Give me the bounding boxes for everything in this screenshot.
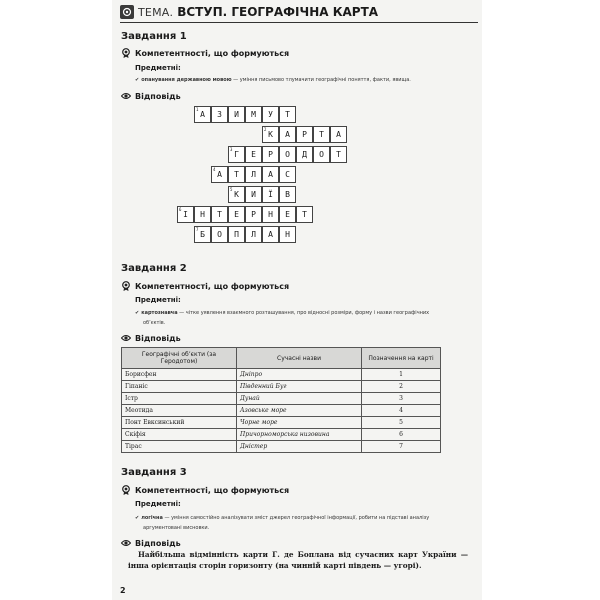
crossword-cell: Р (296, 126, 313, 143)
crossword-cell: Т (228, 166, 245, 183)
task3-title: Завдання 3 (121, 467, 187, 478)
cell-modern: Дніпро (237, 369, 362, 381)
crossword-cell: Т (296, 206, 313, 223)
crossword-clue-number: 7 (196, 227, 199, 232)
cell-mark: 5 (362, 417, 441, 429)
page-number: 2 (120, 586, 126, 595)
crossword-cell: Т (211, 206, 228, 223)
header-divider (120, 22, 478, 23)
eye-icon (121, 538, 131, 548)
textbook-page (112, 0, 482, 600)
crossword-cell: К 2 (262, 126, 279, 143)
crossword-cell: Б 7 (194, 226, 211, 243)
geo-objects-table (121, 347, 441, 453)
crossword-cell: А 4 (211, 166, 228, 183)
competence-heading: Компетентності, що формуються (135, 485, 290, 495)
crossword-cell: В (279, 186, 296, 203)
crossword-cell: Ї (262, 186, 279, 203)
cell-modern: Дунай (237, 393, 362, 405)
competence-bullet: ✔ картознавча — чітке уявлення взаємного розташування, про відносні розміри, форму і назви географічних (135, 310, 430, 316)
table-row (122, 393, 441, 405)
topic-prefix: ТЕМА. (138, 5, 174, 19)
crossword-cell: А (262, 226, 279, 243)
cell-mark: 7 (362, 441, 441, 453)
crossword-cell: Д (296, 146, 313, 163)
cell-modern: Причорноморська низовина (237, 429, 362, 441)
competence-bullet-cont: аргументовані висновки. (143, 525, 210, 531)
col-ancient-header: Географічні об’єкти (за Геродотом) (122, 348, 237, 369)
competence-heading: Компетентності, що формуються (135, 281, 290, 291)
crossword-cell: С (279, 166, 296, 183)
task1-title: Завдання 1 (121, 31, 187, 42)
cell-mark: 1 (362, 369, 441, 381)
check-icon: ✔ (135, 310, 140, 316)
crossword-cell: У (262, 106, 279, 123)
table-row (122, 429, 441, 441)
table-row (122, 381, 441, 393)
cell-modern: Південний Буг (237, 381, 362, 393)
crossword-cell: Н (279, 226, 296, 243)
cell-ancient: Тірас (122, 441, 237, 453)
crossword-cell: О (211, 226, 228, 243)
cell-ancient: Істр (122, 393, 237, 405)
crossword-cell: Л (245, 166, 262, 183)
cell-mark: 6 (362, 429, 441, 441)
medal-icon (121, 48, 131, 58)
crossword-cell: Н (194, 206, 211, 223)
task1-answer-label: Відповідь (121, 91, 181, 101)
crossword-cell: Л (245, 226, 262, 243)
crossword-cell: К 5 (228, 186, 245, 203)
crossword-cell: О (279, 146, 296, 163)
medal-icon (121, 485, 131, 495)
medal-icon (121, 281, 131, 291)
crossword-cell: И (245, 186, 262, 203)
crossword-clue-number: 2 (264, 127, 267, 132)
cell-modern: Дністер (237, 441, 362, 453)
crossword-cell: Т (330, 146, 347, 163)
crossword-cell: А (262, 166, 279, 183)
col-mark-header: Позначення на карті (362, 348, 441, 369)
cell-ancient: Понт Евксинський (122, 417, 237, 429)
competence-bullet: ✔ логічна — уміння самостійно аналізувати зміст джерел географічної інформації, робити на підставі аналізу (135, 515, 430, 521)
crossword-cell: Е (228, 206, 245, 223)
cell-ancient: Борисфен (122, 369, 237, 381)
crossword-cell: Е (245, 146, 262, 163)
cell-mark: 2 (362, 381, 441, 393)
cell-ancient: Меотида (122, 405, 237, 417)
competence-bullet-cont: об’єктів. (143, 320, 166, 326)
task2-answer-label: Відповідь (121, 333, 181, 343)
crossword-cell: Н (262, 206, 279, 223)
competence-bullet: ✔ опанування державною мовою — уміння письмово тлумачити географічні поняття, факти, явища. (135, 77, 411, 83)
eye-icon (121, 333, 131, 343)
task2-competence (121, 281, 289, 291)
cell-mark: 3 (362, 393, 441, 405)
col-modern-header: Сучасні назви (237, 348, 362, 369)
cell-mark: 4 (362, 405, 441, 417)
crossword-cell: О (313, 146, 330, 163)
crossword-cell: М (245, 106, 262, 123)
crossword-cell: Р (262, 146, 279, 163)
cell-ancient: Скіфія (122, 429, 237, 441)
cell-modern: Чорне море (237, 417, 362, 429)
crossword-cell: З (211, 106, 228, 123)
crossword-cell: А (279, 126, 296, 143)
subject-label: Предметні: (135, 500, 181, 508)
task3-answer-text: Найбільша відмінність карти Г. де Боплана від сучасних карт України — інша орієнтація сторін горизонту (на чинній карті південь — угорі). (128, 550, 468, 570)
crossword-cell: І 6 (177, 206, 194, 223)
competence-heading: Компетентності, що формуються (135, 48, 290, 58)
crossword-cell: А (330, 126, 347, 143)
check-icon: ✔ (135, 515, 140, 521)
page-header (120, 4, 378, 20)
crossword-cell: Р (245, 206, 262, 223)
crossword-cell: Т (313, 126, 330, 143)
topic-icon (120, 5, 134, 19)
task1-competence (121, 48, 289, 58)
table-row (122, 369, 441, 381)
subject-label: Предметні: (135, 64, 181, 72)
table-row (122, 441, 441, 453)
topic-title: ВСТУП. ГЕОГРАФІЧНА КАРТА (177, 5, 379, 19)
crossword-clue-number: 1 (196, 107, 199, 112)
task3-answer-label: Відповідь (121, 538, 181, 548)
task2-title: Завдання 2 (121, 263, 187, 274)
task3-competence (121, 485, 289, 495)
crossword-cell: А 1 (194, 106, 211, 123)
crossword-cell: Г 3 (228, 146, 245, 163)
crossword-clue-number: 4 (213, 167, 216, 172)
table-row (122, 405, 441, 417)
cell-modern: Азовське море (237, 405, 362, 417)
crossword-cell: Т (279, 106, 296, 123)
eye-icon (121, 91, 131, 101)
table-row (122, 417, 441, 429)
check-icon: ✔ (135, 77, 140, 83)
crossword-clue-number: 5 (230, 187, 233, 192)
crossword-cell: И (228, 106, 245, 123)
crossword-clue-number: 3 (230, 147, 233, 152)
table-header-row (122, 348, 441, 369)
subject-label: Предметні: (135, 296, 181, 304)
cell-ancient: Гіпаніс (122, 381, 237, 393)
crossword-clue-number: 6 (179, 207, 182, 212)
crossword-cell: П (228, 226, 245, 243)
crossword-cell: Е (279, 206, 296, 223)
